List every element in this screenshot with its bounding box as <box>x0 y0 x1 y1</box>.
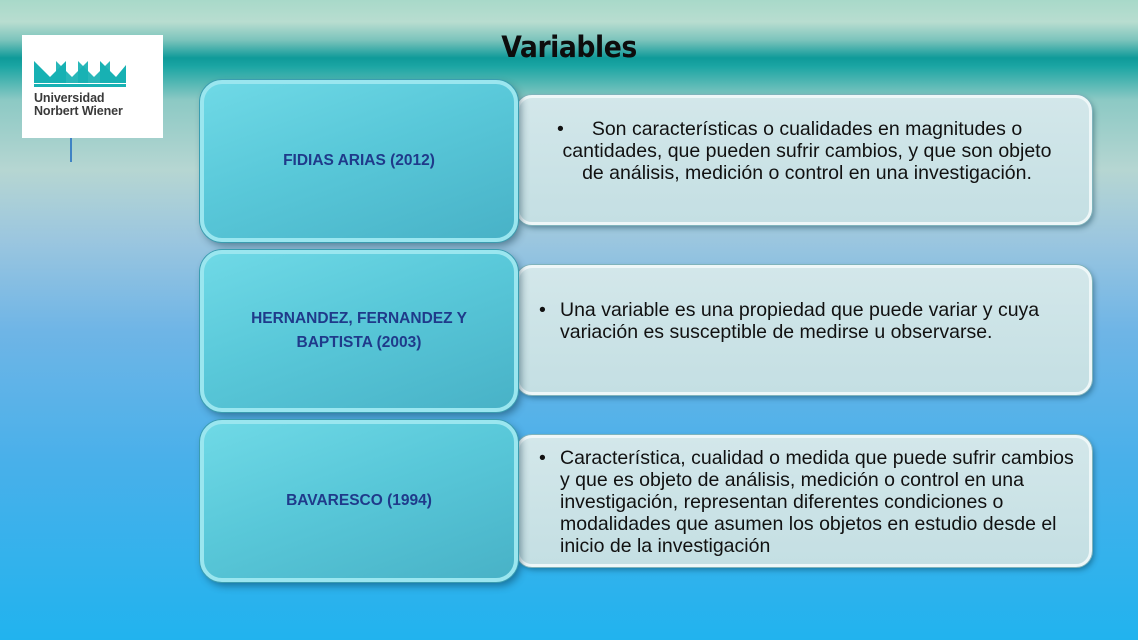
author-box-3 <box>200 420 518 582</box>
bullet-icon: • <box>557 118 564 140</box>
slide-title: Variables <box>501 30 637 64</box>
definition-row-2 <box>200 250 1092 412</box>
definition-box-3 <box>516 435 1092 567</box>
definition-text-2: • Una variable es una propiedad que puede variar y cuya variación es susceptible de medirse u observarse. <box>539 299 1040 343</box>
definition-text-1: • Son características o cualidades en magnitudes o cantidades, que pueden sufrir cambios, y que son objeto de análisis, medición o control en una investigación. <box>557 118 1052 184</box>
author-label-2: HERNANDEZ, FERNANDEZ Y BAPTISTA (2003) <box>251 310 467 351</box>
definition-row-1 <box>200 80 1092 242</box>
definition-box-1 <box>516 95 1092 225</box>
bullet-icon: • <box>539 447 546 469</box>
logo-line1: Universidad <box>34 91 105 105</box>
author-box-2 <box>200 250 518 412</box>
logo-divider <box>70 138 72 162</box>
author-label-3: BAVARESCO (1994) <box>286 492 432 509</box>
definition-box-2 <box>516 265 1092 395</box>
author-box-1 <box>200 80 518 242</box>
definition-row-3 <box>200 420 1092 582</box>
bullet-icon: • <box>539 299 546 321</box>
logo-line2: Norbert Wiener <box>34 104 123 118</box>
author-label-1: FIDIAS ARIAS (2012) <box>283 152 435 169</box>
definition-text-3: • Característica, cualidad o medida que puede sufrir cambios y que es objeto de análisis, medición o control en una investigación, representan diferentes condiciones o modalidades que asumen los objetos en estudio desde el inicio de la investigación <box>539 447 1074 557</box>
